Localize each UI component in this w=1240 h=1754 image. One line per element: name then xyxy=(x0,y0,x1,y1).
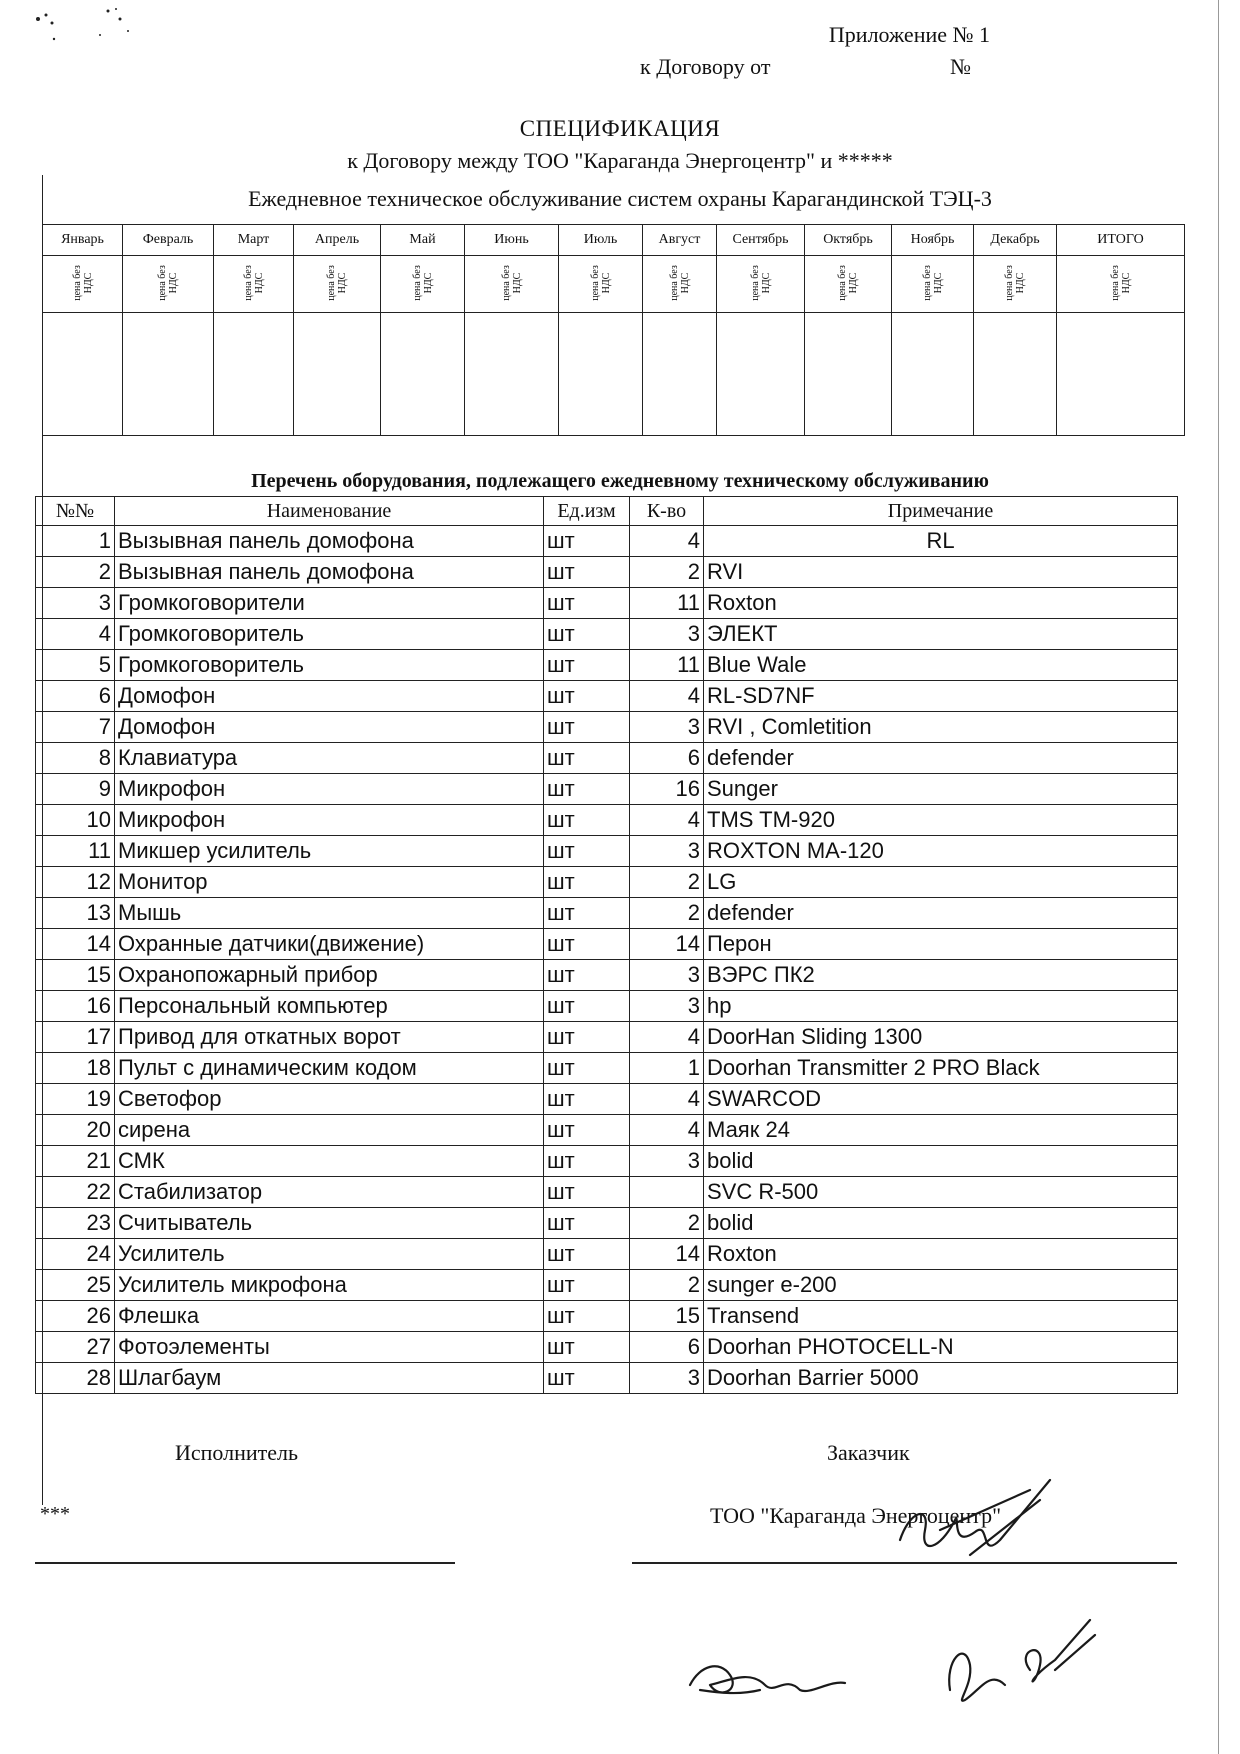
table-row xyxy=(36,1239,1178,1270)
col-name-header: Наименование xyxy=(115,497,544,526)
month-value-cell xyxy=(123,313,214,436)
executor-name: *** xyxy=(40,1503,70,1525)
row-number: 28 xyxy=(36,1363,115,1394)
row-number: 16 xyxy=(36,991,115,1022)
row-number: 27 xyxy=(36,1332,115,1363)
month-header-1: Февраль xyxy=(123,225,214,256)
vat-label: цена без НДС xyxy=(411,265,434,301)
row-number: 5 xyxy=(36,650,115,681)
row-number: 11 xyxy=(36,836,115,867)
month-header-row xyxy=(43,225,1185,256)
row-unit: шт xyxy=(544,898,630,929)
row-quantity: 6 xyxy=(630,743,704,774)
row-quantity: 4 xyxy=(630,526,704,557)
month-value-cell xyxy=(974,313,1057,436)
monthly-cost-table xyxy=(42,224,1185,436)
table-row xyxy=(36,1115,1178,1146)
table-row xyxy=(36,960,1178,991)
col-unit-header: Ед.изм xyxy=(544,497,630,526)
contract-ref-label: к Договору от xyxy=(640,54,771,79)
row-quantity xyxy=(630,1177,704,1208)
table-row xyxy=(36,836,1178,867)
equipment-table xyxy=(35,496,1178,1394)
vat-label: цена без НДС xyxy=(326,265,348,301)
row-quantity: 2 xyxy=(630,557,704,588)
row-number: 10 xyxy=(36,805,115,836)
row-name: Стабилизатор xyxy=(115,1177,544,1208)
month-value-cell xyxy=(43,313,123,436)
row-quantity: 4 xyxy=(630,681,704,712)
row-number: 15 xyxy=(36,960,115,991)
row-unit: шт xyxy=(544,805,630,836)
row-name: Вызывная панель домофона xyxy=(115,526,544,557)
row-note: bolid xyxy=(704,1146,1178,1177)
month-header-6: Июль xyxy=(559,225,643,256)
table-row xyxy=(36,1332,1178,1363)
document-title: СПЕЦИФИКАЦИЯ xyxy=(519,116,721,141)
table-row xyxy=(36,1022,1178,1053)
row-unit: шт xyxy=(544,1177,630,1208)
vat-label-cell xyxy=(559,256,643,313)
month-value-cell xyxy=(214,313,294,436)
row-note: DoorHan Sliding 1300 xyxy=(704,1022,1178,1053)
month-header-8: Сентябрь xyxy=(717,225,805,256)
col-note-header: Примечание xyxy=(704,497,1178,526)
table-row xyxy=(36,1301,1178,1332)
vat-label-cell xyxy=(214,256,294,313)
row-unit: шт xyxy=(544,650,630,681)
table-row xyxy=(36,1146,1178,1177)
row-unit: шт xyxy=(544,1208,630,1239)
row-unit: шт xyxy=(544,960,630,991)
col-number-header: №№ xyxy=(36,497,115,526)
row-note: ВЭРС ПК2 xyxy=(704,960,1178,991)
row-name: Фотоэлементы xyxy=(115,1332,544,1363)
month-header-9: Октябрь xyxy=(805,225,892,256)
row-note: SVC R-500 xyxy=(704,1177,1178,1208)
vat-label: цена без НДС xyxy=(500,265,523,301)
row-note: SWARCOD xyxy=(704,1084,1178,1115)
row-note: Перон xyxy=(704,929,1178,960)
row-number: 26 xyxy=(36,1301,115,1332)
row-note: ЭЛЕКТ xyxy=(704,619,1178,650)
table-row xyxy=(36,619,1178,650)
row-name: Усилитель микрофона xyxy=(115,1270,544,1301)
vat-label: цена без НДС xyxy=(242,265,265,301)
row-unit: шт xyxy=(544,1084,630,1115)
row-note: Transend xyxy=(704,1301,1178,1332)
row-unit: шт xyxy=(544,1270,630,1301)
row-number: 22 xyxy=(36,1177,115,1208)
row-unit: шт xyxy=(544,619,630,650)
table-row xyxy=(36,526,1178,557)
row-name: Домофон xyxy=(115,681,544,712)
contract-number-label: № xyxy=(950,54,971,79)
row-unit: шт xyxy=(544,1301,630,1332)
row-unit: шт xyxy=(544,557,630,588)
table-row xyxy=(36,805,1178,836)
row-unit: шт xyxy=(544,588,630,619)
table-row xyxy=(36,1363,1178,1394)
row-note: ROXTON MA-120 xyxy=(704,836,1178,867)
vat-label-cell xyxy=(643,256,717,313)
row-unit: шт xyxy=(544,681,630,712)
month-header-11: Декабрь xyxy=(974,225,1057,256)
row-quantity: 6 xyxy=(630,1332,704,1363)
row-note: LG xyxy=(704,867,1178,898)
row-note: defender xyxy=(704,743,1178,774)
row-unit: шт xyxy=(544,929,630,960)
col-qty-header: К-во xyxy=(630,497,704,526)
vat-label: цена без НДС xyxy=(589,265,612,301)
row-quantity: 11 xyxy=(630,650,704,681)
row-name: Домофон xyxy=(115,712,544,743)
row-quantity: 2 xyxy=(630,1208,704,1239)
row-name: Привод для откатных ворот xyxy=(115,1022,544,1053)
scan-artifact-dots xyxy=(30,5,140,45)
row-name: Шлагбаум xyxy=(115,1363,544,1394)
row-unit: шт xyxy=(544,1053,630,1084)
row-quantity: 2 xyxy=(630,867,704,898)
contract-reference xyxy=(640,54,1000,80)
month-vat-row xyxy=(43,256,1185,313)
row-note: Doorhan Transmitter 2 PRO Black xyxy=(704,1053,1178,1084)
row-unit: шт xyxy=(544,836,630,867)
month-header-10: Ноябрь xyxy=(892,225,974,256)
table-row xyxy=(36,1084,1178,1115)
row-unit: шт xyxy=(544,991,630,1022)
month-value-cell xyxy=(1057,313,1185,436)
equipment-list-title: Перечень оборудования, подлежащего ежедневному техническому обслуживанию xyxy=(251,470,989,492)
month-header-5: Июнь xyxy=(465,225,559,256)
row-name: Охранопожарный прибор xyxy=(115,960,544,991)
row-unit: шт xyxy=(544,1332,630,1363)
row-number: 2 xyxy=(36,557,115,588)
table-row xyxy=(36,557,1178,588)
row-quantity: 11 xyxy=(630,588,704,619)
row-name: сирена xyxy=(115,1115,544,1146)
customer-label: Заказчик xyxy=(827,1440,910,1465)
row-name: Усилитель xyxy=(115,1239,544,1270)
appendix-title: Приложение № 1 xyxy=(828,22,990,47)
row-note: RL xyxy=(704,526,1178,557)
row-name: Мышь xyxy=(115,898,544,929)
row-quantity: 2 xyxy=(630,898,704,929)
row-quantity: 15 xyxy=(630,1301,704,1332)
vat-label: цена без НДС xyxy=(71,265,94,301)
month-header-3: Апрель xyxy=(294,225,381,256)
month-header-4: Май xyxy=(381,225,465,256)
table-row xyxy=(36,929,1178,960)
vat-label: цена без НДС xyxy=(157,265,179,301)
table-row xyxy=(36,743,1178,774)
row-name: Громкоговоритель xyxy=(115,650,544,681)
row-unit: шт xyxy=(544,743,630,774)
row-number: 1 xyxy=(36,526,115,557)
row-name: Громкоговорители xyxy=(115,588,544,619)
row-name: Охранные датчики(движение) xyxy=(115,929,544,960)
customer-signature-icon xyxy=(880,1470,1070,1570)
month-value-cell xyxy=(892,313,974,436)
month-header-12: ИТОГО xyxy=(1057,225,1185,256)
row-number: 20 xyxy=(36,1115,115,1146)
row-quantity: 3 xyxy=(630,712,704,743)
row-number: 19 xyxy=(36,1084,115,1115)
row-number: 7 xyxy=(36,712,115,743)
month-value-cell xyxy=(381,313,465,436)
vat-label-cell xyxy=(294,256,381,313)
row-name: Клавиатура xyxy=(115,743,544,774)
bottom-left-signature-icon xyxy=(680,1645,860,1715)
month-value-cell xyxy=(717,313,805,436)
row-note: RVI , Comletition xyxy=(704,712,1178,743)
row-note: hp xyxy=(704,991,1178,1022)
row-number: 21 xyxy=(36,1146,115,1177)
table-row xyxy=(36,898,1178,929)
vat-label-cell xyxy=(805,256,892,313)
row-quantity: 16 xyxy=(630,774,704,805)
table-row xyxy=(36,1270,1178,1301)
month-header-0: Январь xyxy=(43,225,123,256)
vat-label-cell xyxy=(1057,256,1185,313)
row-note: RL-SD7NF xyxy=(704,681,1178,712)
row-quantity: 1 xyxy=(630,1053,704,1084)
row-unit: шт xyxy=(544,1363,630,1394)
vat-label-cell xyxy=(892,256,974,313)
month-header-2: Март xyxy=(214,225,294,256)
row-unit: шт xyxy=(544,774,630,805)
vat-label-cell xyxy=(465,256,559,313)
row-quantity: 2 xyxy=(630,1270,704,1301)
row-number: 4 xyxy=(36,619,115,650)
row-number: 9 xyxy=(36,774,115,805)
vat-label-cell xyxy=(43,256,123,313)
month-value-cell xyxy=(465,313,559,436)
row-name: Светофор xyxy=(115,1084,544,1115)
row-name: Вызывная панель домофона xyxy=(115,557,544,588)
vat-label-cell xyxy=(717,256,805,313)
month-value-cell xyxy=(559,313,643,436)
row-quantity: 3 xyxy=(630,960,704,991)
row-note: Sunger xyxy=(704,774,1178,805)
row-quantity: 4 xyxy=(630,1084,704,1115)
equipment-header-row xyxy=(36,497,1178,526)
month-value-row xyxy=(43,313,1185,436)
row-number: 6 xyxy=(36,681,115,712)
row-name: Персональный компьютер xyxy=(115,991,544,1022)
table-row xyxy=(36,588,1178,619)
table-row xyxy=(36,1208,1178,1239)
vat-label-cell xyxy=(381,256,465,313)
row-number: 14 xyxy=(36,929,115,960)
row-unit: шт xyxy=(544,867,630,898)
vat-label: цена без НДС xyxy=(1004,265,1026,301)
row-number: 13 xyxy=(36,898,115,929)
vat-label-cell xyxy=(974,256,1057,313)
table-row xyxy=(36,1177,1178,1208)
row-name: Микшер усилитель xyxy=(115,836,544,867)
executor-signature-line xyxy=(35,1562,455,1564)
row-quantity: 14 xyxy=(630,1239,704,1270)
vat-label: цена без НДС xyxy=(749,265,772,301)
row-note: defender xyxy=(704,898,1178,929)
row-name: Монитор xyxy=(115,867,544,898)
row-note: Doorhan PHOTOCELL-N xyxy=(704,1332,1178,1363)
row-unit: шт xyxy=(544,712,630,743)
vat-label: цена без НДС xyxy=(921,265,944,301)
row-number: 25 xyxy=(36,1270,115,1301)
row-quantity: 3 xyxy=(630,619,704,650)
row-quantity: 14 xyxy=(630,929,704,960)
scan-edge-line xyxy=(1218,0,1219,1754)
row-name: Пульт с динамическим кодом xyxy=(115,1053,544,1084)
row-unit: шт xyxy=(544,1239,630,1270)
table-row xyxy=(36,774,1178,805)
row-quantity: 4 xyxy=(630,1022,704,1053)
row-quantity: 3 xyxy=(630,991,704,1022)
row-quantity: 3 xyxy=(630,836,704,867)
table-row xyxy=(36,712,1178,743)
row-unit: шт xyxy=(544,1115,630,1146)
row-note: Маяк 24 xyxy=(704,1115,1178,1146)
row-note: Doorhan Barrier 5000 xyxy=(704,1363,1178,1394)
table-row xyxy=(36,650,1178,681)
row-number: 23 xyxy=(36,1208,115,1239)
month-header-7: Август xyxy=(643,225,717,256)
table-row xyxy=(36,681,1178,712)
customer-name: ТОО "Караганда Энергоцентр" xyxy=(710,1503,1002,1528)
table-row xyxy=(36,991,1178,1022)
row-name: Микрофон xyxy=(115,805,544,836)
month-value-cell xyxy=(294,313,381,436)
row-number: 17 xyxy=(36,1022,115,1053)
row-name: СМК xyxy=(115,1146,544,1177)
vat-label: цена без НДС xyxy=(837,265,859,301)
bottom-right-signature-icon xyxy=(935,1610,1105,1720)
executor-label: Исполнитель xyxy=(175,1440,299,1465)
row-quantity: 3 xyxy=(630,1146,704,1177)
row-note: Roxton xyxy=(704,1239,1178,1270)
row-number: 18 xyxy=(36,1053,115,1084)
vat-label: цена без НДС xyxy=(1109,265,1132,301)
table-row xyxy=(36,1053,1178,1084)
document-subtitle: к Договору между ТОО "Караганда Энергоцентр" и ***** xyxy=(347,148,893,173)
row-number: 3 xyxy=(36,588,115,619)
row-name: Громкоговоритель xyxy=(115,619,544,650)
row-unit: шт xyxy=(544,1022,630,1053)
service-title: Ежедневное техническое обслуживание систем охраны Карагандинской ТЭЦ-3 xyxy=(248,186,992,211)
row-name: Считыватель xyxy=(115,1208,544,1239)
table-row xyxy=(36,867,1178,898)
row-note: RVI xyxy=(704,557,1178,588)
row-note: TMS TM-920 xyxy=(704,805,1178,836)
row-number: 8 xyxy=(36,743,115,774)
month-value-cell xyxy=(805,313,892,436)
row-name: Микрофон xyxy=(115,774,544,805)
row-unit: шт xyxy=(544,1146,630,1177)
row-note: Roxton xyxy=(704,588,1178,619)
row-number: 12 xyxy=(36,867,115,898)
row-number: 24 xyxy=(36,1239,115,1270)
row-unit: шт xyxy=(544,526,630,557)
vat-label: цена без НДС xyxy=(668,265,691,301)
row-note: bolid xyxy=(704,1208,1178,1239)
row-quantity: 3 xyxy=(630,1363,704,1394)
row-name: Флешка xyxy=(115,1301,544,1332)
month-value-cell xyxy=(643,313,717,436)
vat-label-cell xyxy=(123,256,214,313)
row-note: Blue Wale xyxy=(704,650,1178,681)
row-quantity: 4 xyxy=(630,805,704,836)
row-note: sunger e-200 xyxy=(704,1270,1178,1301)
row-quantity: 4 xyxy=(630,1115,704,1146)
